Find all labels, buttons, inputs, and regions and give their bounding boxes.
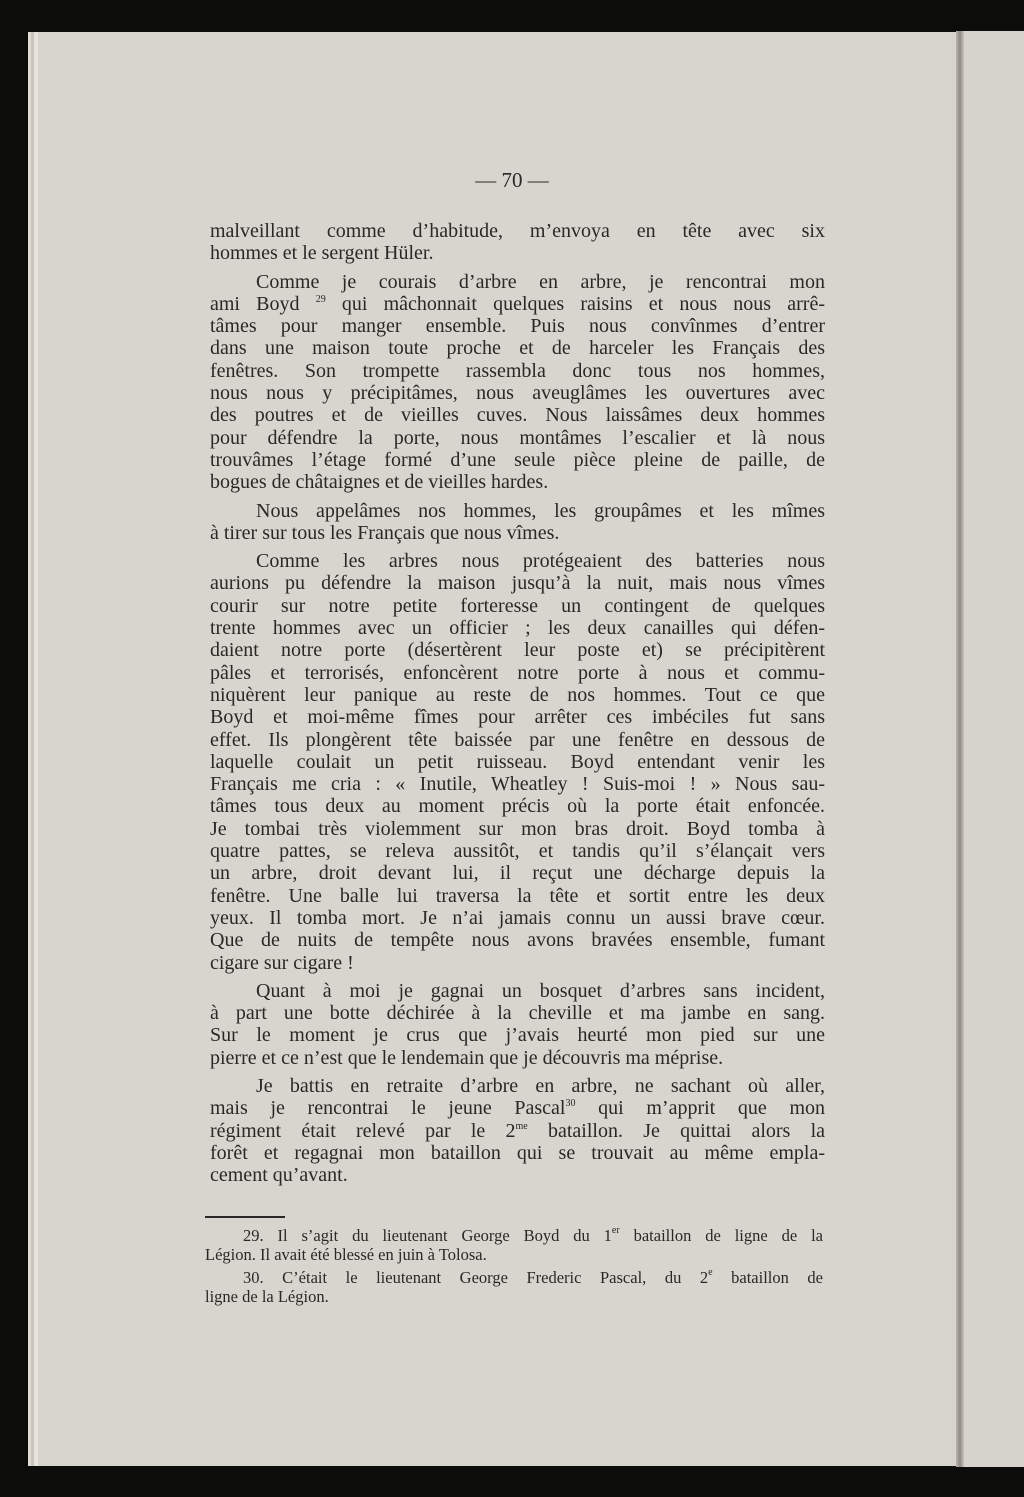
text-line: hommes et le sergent Hüler. [210,242,434,265]
text-line: des poutres et de vieilles cuves. Nous laissâmes deux hommes [210,404,825,427]
text-line: Nous appelâmes nos hommes, les groupâmes et les mîmes [256,499,825,522]
footnote-reference: er [611,1225,620,1236]
text-line: trouvâmes l’étage formé d’une seule pièce pleine de paille, de [210,448,825,471]
text-line: ligne de la Légion. [205,1286,329,1306]
text-line: dans une maison toute proche et de harceler les Français des [210,337,825,360]
text-line: yeux. Il tomba mort. Je n’ai jamais connu un aussi brave cœur. [210,906,825,929]
text-line: tâmes tous deux au moment précis où la porte était enfoncée. [210,795,825,818]
text-line: fenêtre. Une balle lui traversa la tête et sortit entre les deux [210,884,825,907]
text-line: à tirer sur tous les Français que nous vîmes. [210,521,560,544]
text-line: niquèrent leur panique au reste de nos hommes. Tout ce que [210,683,825,706]
paragraph [210,980,825,1069]
footnote-reference: me [515,1120,528,1132]
footnote-reference: 30 [565,1098,576,1110]
text-fragment: ami Boyd [210,292,316,315]
text-line: Que de nuits de tempête nous avons bravées ensemble, fumant [210,929,825,952]
paragraph [210,1075,825,1186]
paragraph [210,500,825,545]
text-line: tâmes pour manger ensemble. Puis nous convînmes d’entrer [210,315,825,338]
text-fragment: régiment était relevé par le 2 [210,1119,516,1142]
text-line: forêt et regagnai mon bataillon qui se trouvait au même empla- [210,1141,825,1164]
footnotes [205,1227,823,1311]
text-line: aurions pu défendre la maison jusqu’à la nuit, mais nous vîmes [210,572,825,595]
footnote-reference: e [708,1267,713,1278]
text-line: nous nous y précipitâmes, nous aveuglâmes les ouvertures avec [210,382,825,405]
text-line: bogues de châtaignes et de vieilles hardes. [210,471,549,494]
text-line: cigare sur cigare ! [210,951,354,974]
footnote [205,1269,823,1306]
text-line [210,293,825,315]
text-fragment: qui mâchonnait quelques raisins et nous nous arrê- [325,292,825,315]
text-line: malveillant comme d’habitude, m’envoya en tête avec six [210,220,825,242]
text-line: laquelle coulait un petit ruisseau. Boyd entendant venir les [210,750,825,773]
text-line: Je battis en retraite d’arbre en arbre, ne sachant où aller, [256,1074,825,1097]
text-line: daient notre porte (désertèrent leur poste et) se précipitèrent [210,639,825,662]
paragraph [210,220,825,265]
body-text [210,220,825,1192]
paragraph [210,271,825,494]
text-fragment: bataillon de ligne de la [619,1226,824,1245]
text-fragment: mais je rencontrai le jeune Pascal [210,1097,566,1120]
text-line: un arbre, droit devant lui, il reçut une décharge depuis la [210,862,825,885]
text-fragment: 30. C’était le lieutenant George Frederic Pascal, du 2 [243,1268,709,1287]
text-line: Boyd et moi-même fîmes pour arrêter ces imbéciles fut sans [210,706,825,729]
footnote-rule [205,1216,285,1218]
text-line: pâles et terrorisés, enfoncèrent notre porte à nous et commu- [210,661,825,684]
text-line: courir sur notre petite forteresse un contingent de quelques [210,594,825,617]
footnote-reference: 29 [315,293,326,305]
text-line: trente hommes avec un officier ; les deux canailles qui défen- [210,617,825,640]
text-line [205,1269,823,1288]
text-line: fenêtres. Son trompette rassembla donc tous nos hommes, [210,359,825,382]
text-line: cement qu’avant. [210,1164,348,1187]
text-line: à part une botte déchirée à la cheville et ma jambe en sang. [210,1002,825,1025]
text-line: pour défendre la porte, nous montâmes l’escalier et là nous [210,426,825,449]
text-line: quatre pattes, se releva aussitôt, et tandis qu’il s’élançait vers [210,840,825,863]
text-line: Quant à moi je gagnai un bosquet d’arbres sans incident, [256,979,825,1002]
text-line: Légion. Il avait été blessé en juin à Tolosa. [205,1244,487,1264]
text-line: Français me cria : « Inutile, Wheatley ! Suis-moi ! » Nous sau- [210,773,825,796]
text-line [210,1097,825,1119]
text-line: effet. Ils plongèrent tête baissée par une fenêtre en dessous de [210,728,825,751]
text-line: pierre et ce n’est que le lendemain que je découvris ma méprise. [210,1046,724,1069]
text-line: Comme je courais d’arbre en arbre, je rencontrai mon [256,270,825,293]
text-line [205,1227,823,1246]
text-fragment: bataillon. Je quittai alors la [527,1119,825,1142]
facing-page-edge [964,31,1024,1467]
text-fragment: bataillon de [712,1268,823,1287]
text-line [210,1120,825,1142]
text-line: Sur le moment je crus que j’avais heurté mon pied sur une [210,1024,825,1047]
paragraph [210,550,825,974]
page-number: — 70 — [475,168,549,192]
text-line: Je tombai très violemment sur mon bras droit. Boyd tomba à [210,817,825,840]
text-fragment: qui m’apprit que mon [575,1097,826,1120]
footnote [205,1227,823,1264]
text-fragment: 29. Il s’agit du lieutenant George Boyd du 1 [243,1226,612,1245]
book-gutter [956,31,964,1467]
text-line: Comme les arbres nous protégeaient des batteries nous [256,550,825,573]
